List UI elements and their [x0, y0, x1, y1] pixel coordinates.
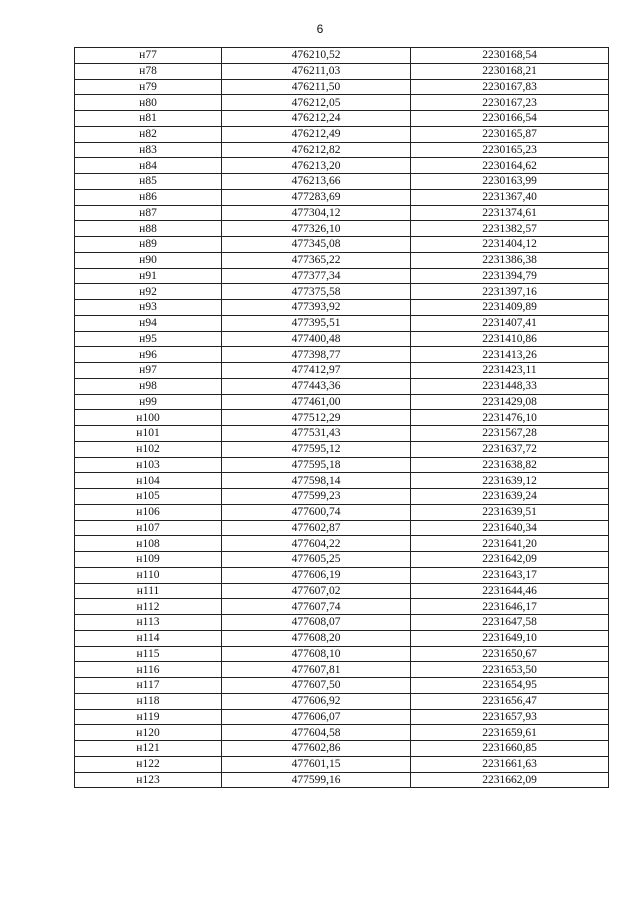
point-name-cell: н113 [75, 615, 222, 631]
point-name-cell: н81 [75, 111, 222, 127]
table-row [75, 552, 609, 568]
x-coordinate-cell: 477512,29 [222, 410, 411, 426]
x-coordinate-cell: 476213,66 [222, 174, 411, 190]
table-row [75, 489, 609, 505]
table-row [75, 678, 609, 694]
point-name-cell: н105 [75, 489, 222, 505]
x-coordinate-cell: 477398,77 [222, 347, 411, 363]
y-coordinate-cell: 2231661,63 [411, 756, 609, 772]
table-row [75, 693, 609, 709]
y-coordinate-cell: 2231413,26 [411, 347, 609, 363]
x-coordinate-cell: 477595,18 [222, 457, 411, 473]
y-coordinate-cell: 2230167,23 [411, 95, 609, 111]
y-coordinate-cell: 2231410,86 [411, 331, 609, 347]
point-name-cell: н87 [75, 205, 222, 221]
y-coordinate-cell: 2231644,46 [411, 583, 609, 599]
y-coordinate-cell: 2231657,93 [411, 709, 609, 725]
point-name-cell: н89 [75, 237, 222, 253]
table-row [75, 741, 609, 757]
table-row [75, 268, 609, 284]
point-name-cell: н78 [75, 63, 222, 79]
table-row [75, 205, 609, 221]
y-coordinate-cell: 2231660,85 [411, 741, 609, 757]
table-row [75, 772, 609, 788]
point-name-cell: н79 [75, 79, 222, 95]
y-coordinate-cell: 2231650,67 [411, 646, 609, 662]
table-row [75, 111, 609, 127]
x-coordinate-cell: 476212,24 [222, 111, 411, 127]
y-coordinate-cell: 2231653,50 [411, 662, 609, 678]
table-row [75, 347, 609, 363]
table-row [75, 567, 609, 583]
x-coordinate-cell: 477400,48 [222, 331, 411, 347]
x-coordinate-cell: 477531,43 [222, 426, 411, 442]
table-row [75, 599, 609, 615]
table-row [75, 284, 609, 300]
y-coordinate-cell: 2231659,61 [411, 725, 609, 741]
table-row [75, 473, 609, 489]
x-coordinate-cell: 477326,10 [222, 221, 411, 237]
y-coordinate-cell: 2231640,34 [411, 520, 609, 536]
coordinates-table [74, 47, 609, 788]
point-name-cell: н119 [75, 709, 222, 725]
y-coordinate-cell: 2231646,17 [411, 599, 609, 615]
y-coordinate-cell: 2231476,10 [411, 410, 609, 426]
x-coordinate-cell: 477606,92 [222, 693, 411, 709]
table-row [75, 221, 609, 237]
x-coordinate-cell: 477443,36 [222, 378, 411, 394]
x-coordinate-cell: 477602,86 [222, 741, 411, 757]
y-coordinate-cell: 2231643,17 [411, 567, 609, 583]
point-name-cell: н83 [75, 142, 222, 158]
x-coordinate-cell: 477395,51 [222, 315, 411, 331]
y-coordinate-cell: 2231639,24 [411, 489, 609, 505]
point-name-cell: н118 [75, 693, 222, 709]
table-row [75, 174, 609, 190]
point-name-cell: н111 [75, 583, 222, 599]
table-row [75, 536, 609, 552]
table-row [75, 95, 609, 111]
x-coordinate-cell: 477605,25 [222, 552, 411, 568]
x-coordinate-cell: 477595,12 [222, 441, 411, 457]
point-name-cell: н104 [75, 473, 222, 489]
y-coordinate-cell: 2230168,21 [411, 63, 609, 79]
table-row [75, 520, 609, 536]
x-coordinate-cell: 477375,58 [222, 284, 411, 300]
x-coordinate-cell: 477345,08 [222, 237, 411, 253]
table-row [75, 394, 609, 410]
y-coordinate-cell: 2231367,40 [411, 189, 609, 205]
y-coordinate-cell: 2231637,72 [411, 441, 609, 457]
point-name-cell: н108 [75, 536, 222, 552]
y-coordinate-cell: 2230165,87 [411, 126, 609, 142]
point-name-cell: н84 [75, 158, 222, 174]
table-row [75, 158, 609, 174]
y-coordinate-cell: 2231423,11 [411, 363, 609, 379]
x-coordinate-cell: 477608,20 [222, 630, 411, 646]
y-coordinate-cell: 2231639,12 [411, 473, 609, 489]
point-name-cell: н88 [75, 221, 222, 237]
point-name-cell: н110 [75, 567, 222, 583]
point-name-cell: н93 [75, 300, 222, 316]
x-coordinate-cell: 477606,07 [222, 709, 411, 725]
x-coordinate-cell: 477604,58 [222, 725, 411, 741]
y-coordinate-cell: 2230167,83 [411, 79, 609, 95]
y-coordinate-cell: 2231641,20 [411, 536, 609, 552]
x-coordinate-cell: 476212,49 [222, 126, 411, 142]
point-name-cell: н102 [75, 441, 222, 457]
y-coordinate-cell: 2231386,38 [411, 252, 609, 268]
point-name-cell: н120 [75, 725, 222, 741]
y-coordinate-cell: 2231397,16 [411, 284, 609, 300]
table-row [75, 662, 609, 678]
x-coordinate-cell: 477607,02 [222, 583, 411, 599]
table-row [75, 237, 609, 253]
point-name-cell: н97 [75, 363, 222, 379]
table-row [75, 457, 609, 473]
x-coordinate-cell: 477604,22 [222, 536, 411, 552]
y-coordinate-cell: 2231656,47 [411, 693, 609, 709]
x-coordinate-cell: 477608,10 [222, 646, 411, 662]
table-row [75, 441, 609, 457]
x-coordinate-cell: 477598,14 [222, 473, 411, 489]
table-row [75, 142, 609, 158]
point-name-cell: н96 [75, 347, 222, 363]
y-coordinate-cell: 2230166,54 [411, 111, 609, 127]
x-coordinate-cell: 477283,69 [222, 189, 411, 205]
point-name-cell: н95 [75, 331, 222, 347]
table-row [75, 756, 609, 772]
x-coordinate-cell: 477606,19 [222, 567, 411, 583]
x-coordinate-cell: 476211,03 [222, 63, 411, 79]
x-coordinate-cell: 476210,52 [222, 48, 411, 64]
point-name-cell: н86 [75, 189, 222, 205]
point-name-cell: н116 [75, 662, 222, 678]
x-coordinate-cell: 476212,05 [222, 95, 411, 111]
x-coordinate-cell: 477608,07 [222, 615, 411, 631]
x-coordinate-cell: 476212,82 [222, 142, 411, 158]
y-coordinate-cell: 2231394,79 [411, 268, 609, 284]
table-row [75, 583, 609, 599]
y-coordinate-cell: 2231642,09 [411, 552, 609, 568]
point-name-cell: н92 [75, 284, 222, 300]
point-name-cell: н101 [75, 426, 222, 442]
coordinates-table-body [75, 48, 609, 788]
x-coordinate-cell: 477607,50 [222, 678, 411, 694]
point-name-cell: н82 [75, 126, 222, 142]
x-coordinate-cell: 477393,92 [222, 300, 411, 316]
point-name-cell: н109 [75, 552, 222, 568]
point-name-cell: н91 [75, 268, 222, 284]
point-name-cell: н106 [75, 504, 222, 520]
x-coordinate-cell: 477377,34 [222, 268, 411, 284]
table-row [75, 725, 609, 741]
table-row [75, 300, 609, 316]
table-row [75, 426, 609, 442]
y-coordinate-cell: 2231409,89 [411, 300, 609, 316]
x-coordinate-cell: 476213,20 [222, 158, 411, 174]
page-number: 6 [316, 22, 324, 36]
point-name-cell: н94 [75, 315, 222, 331]
x-coordinate-cell: 477607,81 [222, 662, 411, 678]
y-coordinate-cell: 2230163,99 [411, 174, 609, 190]
table-row [75, 615, 609, 631]
point-name-cell: н103 [75, 457, 222, 473]
point-name-cell: н117 [75, 678, 222, 694]
table-row [75, 126, 609, 142]
point-name-cell: н85 [75, 174, 222, 190]
table-row [75, 315, 609, 331]
x-coordinate-cell: 477365,22 [222, 252, 411, 268]
table-row [75, 504, 609, 520]
table-row [75, 331, 609, 347]
point-name-cell: н90 [75, 252, 222, 268]
point-name-cell: н123 [75, 772, 222, 788]
y-coordinate-cell: 2230165,23 [411, 142, 609, 158]
y-coordinate-cell: 2231662,09 [411, 772, 609, 788]
point-name-cell: н98 [75, 378, 222, 394]
table-row [75, 363, 609, 379]
y-coordinate-cell: 2231654,95 [411, 678, 609, 694]
table-row [75, 48, 609, 64]
y-coordinate-cell: 2231639,51 [411, 504, 609, 520]
y-coordinate-cell: 2231448,33 [411, 378, 609, 394]
point-name-cell: н107 [75, 520, 222, 536]
y-coordinate-cell: 2231374,61 [411, 205, 609, 221]
x-coordinate-cell: 477304,12 [222, 205, 411, 221]
point-name-cell: н77 [75, 48, 222, 64]
table-row [75, 252, 609, 268]
x-coordinate-cell: 476211,50 [222, 79, 411, 95]
point-name-cell: н100 [75, 410, 222, 426]
y-coordinate-cell: 2230164,62 [411, 158, 609, 174]
point-name-cell: н121 [75, 741, 222, 757]
y-coordinate-cell: 2231407,41 [411, 315, 609, 331]
table-row [75, 63, 609, 79]
table-row [75, 646, 609, 662]
y-coordinate-cell: 2231567,28 [411, 426, 609, 442]
point-name-cell: н80 [75, 95, 222, 111]
point-name-cell: н112 [75, 599, 222, 615]
y-coordinate-cell: 2231404,12 [411, 237, 609, 253]
y-coordinate-cell: 2231382,57 [411, 221, 609, 237]
table-row [75, 410, 609, 426]
x-coordinate-cell: 477599,23 [222, 489, 411, 505]
table-row [75, 630, 609, 646]
y-coordinate-cell: 2231647,58 [411, 615, 609, 631]
point-name-cell: н115 [75, 646, 222, 662]
x-coordinate-cell: 477602,87 [222, 520, 411, 536]
x-coordinate-cell: 477461,00 [222, 394, 411, 410]
x-coordinate-cell: 477599,16 [222, 772, 411, 788]
y-coordinate-cell: 2230168,54 [411, 48, 609, 64]
y-coordinate-cell: 2231638,82 [411, 457, 609, 473]
point-name-cell: н114 [75, 630, 222, 646]
x-coordinate-cell: 477600,74 [222, 504, 411, 520]
x-coordinate-cell: 477607,74 [222, 599, 411, 615]
y-coordinate-cell: 2231649,10 [411, 630, 609, 646]
table-row [75, 189, 609, 205]
table-row [75, 378, 609, 394]
y-coordinate-cell: 2231429,08 [411, 394, 609, 410]
point-name-cell: н99 [75, 394, 222, 410]
x-coordinate-cell: 477412,97 [222, 363, 411, 379]
x-coordinate-cell: 477601,15 [222, 756, 411, 772]
point-name-cell: н122 [75, 756, 222, 772]
table-row [75, 709, 609, 725]
table-row [75, 79, 609, 95]
